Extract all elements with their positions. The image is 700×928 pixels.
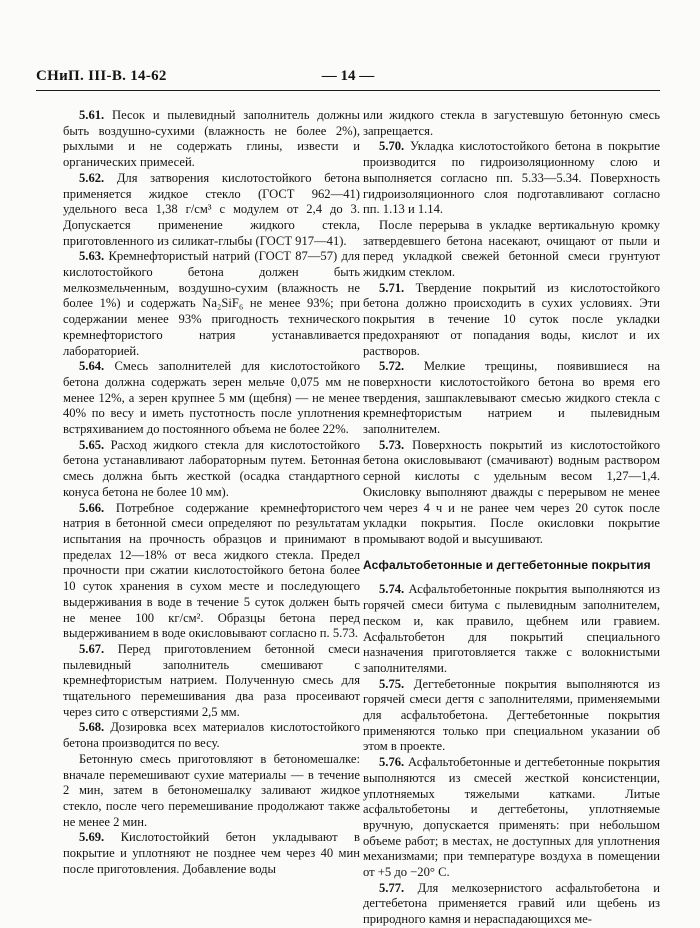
- page-number: — 14 —: [321, 67, 375, 84]
- right-column-top: [363, 108, 660, 548]
- clause-number: 5.65.: [79, 437, 105, 452]
- paragraph: [63, 752, 360, 831]
- paragraph: [363, 755, 660, 881]
- clause-number: 5.67.: [79, 641, 105, 656]
- page-header: [36, 66, 660, 86]
- paragraph-text: Бетонную смесь приготовляют в бетономешалке: вначале перемешивают сухие материалы — в течение 2 мин, затем в бетономешалку заливают жидкое стекло, после чего перемешивание продолжают также не менее 2 мин.: [63, 751, 360, 829]
- paragraph: [63, 249, 360, 359]
- paragraph-text: Мелкие трещины, появившиеся на поверхности кислотостойкого бетона во время его твердения, зашпаклевывают смесью жидкого стекла с кремнефтористым натрием и пылевидным заполнителем.: [363, 359, 660, 437]
- paragraph: [63, 171, 360, 250]
- paragraph-text: Для мелкозернистого асфальтобетона и дегтебетона применяется гравий или щебень из природного камня и нераспадающихся ме-: [363, 880, 660, 927]
- paragraph-text: Укладка кислотостойкого бетона в покрытие производится по гидроизоляционному слою и выполняется согласно пп. 5.33—5.34. Поверхность гидроизоляционного слоя подготавливают согласно пп. 1.13 и 1.14.: [363, 139, 660, 217]
- clause-number: 5.70.: [379, 139, 405, 154]
- paragraph: [63, 359, 360, 438]
- paragraph: [63, 642, 360, 721]
- paragraph-text: Асфальтобетонные и дегтебетонные покрытия выполняются из смесей жесткой консистенции, уплотняемых тяжелыми катками. Литые асфальтобетоны и дегтебетоны, уплотняемые вручную, допускается применять: при небольшом объеме работ; в местах, не доступных для уплотнения механизмами; при температуре воздуха в помещении от +5 до −20° С.: [363, 755, 660, 880]
- paragraph-text: Дегтебетонные покрытия выполняются из горячей смеси дегтя с заполнителями, применяемыми для асфальтобетона. Дегтебетонные покрытия применяются только при специальном указании об этом в проекте.: [363, 676, 660, 754]
- clause-number: 5.61.: [79, 108, 105, 122]
- clause-number: 5.77.: [379, 880, 405, 895]
- header-rule: [36, 90, 660, 91]
- paragraph-text: Кремнефтористый натрий (ГОСТ 87—57) для кислотостойкого бетона должен быть мелкозмельченным, воздушно-сухим (влажность не более 1%) и содержать Na₂SiF₆ не менее 93%; при содержании менее 93% пригодность технического кремнефтористого натрия устанавливается лабораторией.: [63, 249, 360, 358]
- paragraph-text: Песок и пылевидный заполнитель должны быть воздушно-сухими (влажность не более 2%), рыхлыми и не содержать глины, извести и органических примесей.: [63, 108, 360, 170]
- clause-number: 5.63.: [79, 249, 105, 264]
- paragraph-text: Перед приготовлением бетонной смеси пылевидный заполнитель смешивают с кремнефтористым натрием. Полученную смесь для тщательного перемешивания два раза просеивают через сито с отверстиями 2,5 мм.: [63, 641, 360, 719]
- paragraph-text: Для затворения кислотостойкого бетона применяется жидкое стекло (ГОСТ 962—41) удельного веса 1,38 г/см³ с модулем от 2,4 до 3. Допускается применение жидкого стекла, приготовленного из силикат-глыбы (ГОСТ 917—41).: [63, 170, 360, 248]
- paragraph: [363, 881, 660, 928]
- clause-number: 5.69.: [79, 830, 105, 845]
- paragraph: [63, 830, 360, 877]
- clause-number: 5.68.: [79, 720, 105, 735]
- clause-number: 5.74.: [379, 582, 405, 597]
- paragraph: [63, 501, 360, 642]
- section-title: Асфальтобетонные и дегтебетонные покрытия: [363, 557, 651, 572]
- paragraph-text: Твердение покрытий из кислотостойкого бетона должно происходить в сухих условиях. Эти покрытия в течение 10 суток после укладки предохраняют от попадания воды, кислот и их растворов.: [363, 280, 660, 358]
- paragraph: [363, 108, 660, 139]
- paragraph-text: Поверхность покрытий из кислотостойкого бетона окисловывают (смачивают) водным раствором серной кислоты с удельным весом 1,27—1,4. Окисловку выполняют дважды с перерывом не менее чем через 4 ч и не ранее чем через 20 суток после укладки покрытия. После окисловки покрытие промывают водой и высушивают.: [363, 437, 660, 546]
- paragraph-text: Расход жидкого стекла для кислотостойкого бетона устанавливают лабораторным путем. Бетонная смесь должна быть жесткой (осадка стандартного конуса бетона не более 10 мм).: [63, 437, 360, 499]
- clause-number: 5.66.: [79, 500, 105, 515]
- paragraph-text: Смесь заполнителей для кислотостойкого бетона должна содержать зерен мельче 0,075 мм не менее 12%, а зерен крупнее 5 мм (щебня) — не менее 40% по весу и иметь пустотность после уплотнения встряхиванием до постоянного объема не более 22%.: [63, 359, 360, 437]
- clause-number: 5.62.: [79, 170, 105, 185]
- paragraph: [363, 218, 660, 281]
- paragraph-text: После перерыва в укладке вертикальную кромку затвердевшего бетона насекают, очищают от пыли и перед укладкой свежей бетонной смеси грунтуют жидким стеклом.: [363, 217, 660, 280]
- paragraph: [363, 677, 660, 756]
- paragraph-text: или жидкого стекла в загустевшую бетонную смесь запрещается.: [363, 108, 660, 138]
- paragraph: [363, 582, 660, 676]
- paragraph-text: Дозировка всех материалов кислотостойкого бетона производится по весу.: [63, 720, 360, 751]
- clause-number: 5.75.: [379, 676, 405, 691]
- right-column-bottom: [363, 582, 660, 927]
- paragraph: [363, 438, 660, 548]
- paragraph-text: Кислотостойкий бетон укладывают в покрытие и уплотняют не позднее чем через 40 мин после приготовления. Добавление воды: [63, 830, 360, 876]
- document-code: СНиП. III-В. 14-62: [36, 67, 167, 84]
- clause-number: 5.73.: [379, 437, 405, 452]
- right-column: [363, 108, 660, 928]
- clause-number: 5.72.: [379, 359, 405, 374]
- paragraph: [63, 720, 360, 751]
- paragraph: [63, 108, 360, 171]
- clause-number: 5.64.: [79, 359, 105, 374]
- paragraph: [363, 281, 660, 360]
- paragraph: [63, 438, 360, 501]
- left-column: [63, 108, 360, 877]
- clause-number: 5.76.: [379, 755, 405, 770]
- paragraph-text: Потребное содержание кремнефтористого натрия в бетонной смеси определяют по результатам испытания на прочность образцов и принимают в пределах 12—18% от веса жидкого стекла. Предел прочности при сжатии кислотостойкого бетона более 10 суток хранения в сухом месте и последующего выдерживания в воде в течение 5 суток должен быть не менее 100 кг/см². Образцы бетона перед выдерживанием в воде окисловывают согласно п. 5.73.: [63, 500, 360, 641]
- clause-number: 5.71.: [379, 280, 405, 295]
- paragraph: [363, 139, 660, 218]
- paragraph: [363, 359, 660, 438]
- paragraph-text: Асфальтобетонные покрытия выполняются из горячей смеси битума с пылевидным заполнителем, песком и, как правило, щебнем или гравием. Асфальтобетон для покрытий специального назначения приготовляется также с волокнистыми заполнителями.: [363, 582, 660, 675]
